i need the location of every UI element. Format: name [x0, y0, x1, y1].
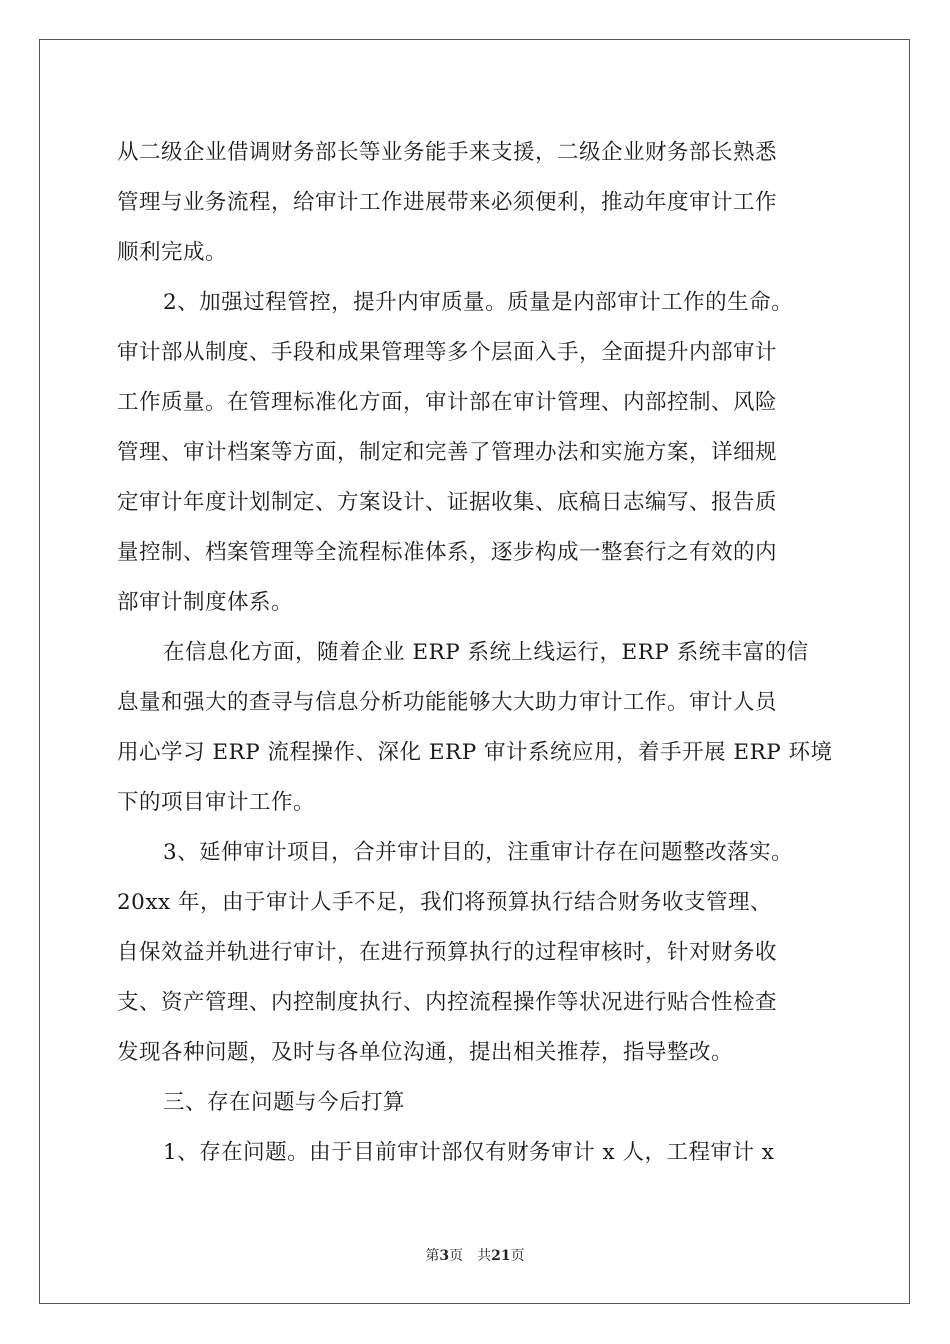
text-line-9: 量控制、档案管理等全流程标准体系，逐步构成一整套行之有效的内 — [117, 540, 778, 565]
text-line-8: 定审计年度计划制定、方案设计、证据收集、底稿日志编写、报告质 — [117, 490, 778, 515]
text-line-16: 20xx 年，由于审计人手不足，我们将预算执行结合财务收支管理、 — [117, 890, 772, 915]
text-line-13: 用心学习 ERP 流程操作、深化 ERP 审计系统应用，着手开展 ERP 环境 — [117, 740, 833, 765]
total-unit: 页 — [510, 1248, 525, 1264]
text-line-19: 发现各种问题，及时与各单位沟通，提出相关推荐，指导整改。 — [117, 1040, 734, 1065]
text-line-15: 3、延伸审计项目，合并审计目的，注重审计存在问题整改落实。 — [163, 840, 794, 865]
text-line-6: 工作质量。在管理标准化方面，审计部在审计管理、内部控制、风险 — [117, 390, 778, 415]
page-unit: 页 — [449, 1248, 464, 1264]
text-line-3: 顺利完成。 — [117, 240, 228, 265]
text-line-1: 从二级企业借调财务部长等业务能手来支援，二级企业财务部长熟悉 — [117, 140, 778, 165]
page-prefix: 第 — [425, 1248, 440, 1264]
page-footer — [0, 1247, 950, 1265]
page-current: 3 — [439, 1248, 450, 1264]
document-body — [117, 128, 837, 1178]
text-line-17: 自保效益并轨进行审计，在进行预算执行的过程审核时，针对财务收 — [117, 940, 778, 965]
text-line-4: 2、加强过程管控，提升内审质量。质量是内部审计工作的生命。 — [163, 290, 794, 315]
text-line-14: 下的项目审计工作。 — [117, 790, 316, 815]
page-total: 21 — [491, 1248, 511, 1264]
text-line-18: 支、资产管理、内控制度执行、内控流程操作等状况进行贴合性检查 — [117, 990, 778, 1015]
text-line-12: 息量和强大的查寻与信息分析功能能够大大助力审计工作。审计人员 — [117, 690, 778, 715]
text-line-5: 审计部从制度、手段和成果管理等多个层面入手，全面提升内部审计 — [117, 340, 778, 365]
text-line-2: 管理与业务流程，给审计工作进展带来必须便利，推动年度审计工作 — [117, 190, 778, 215]
text-line-7: 管理、审计档案等方面，制定和完善了管理办法和实施方案，详细规 — [117, 440, 778, 465]
text-line-10: 部审计制度体系。 — [117, 590, 294, 615]
section-heading: 三、存在问题与今后打算 — [163, 1090, 406, 1115]
text-line-11: 在信息化方面，随着企业 ERP 系统上线运行，ERP 系统丰富的信 — [163, 640, 809, 665]
total-prefix: 共 — [477, 1248, 492, 1264]
text-line-21: 1、存在问题。由于目前审计部仅有财务审计 x 人，工程审计 x — [163, 1140, 775, 1165]
